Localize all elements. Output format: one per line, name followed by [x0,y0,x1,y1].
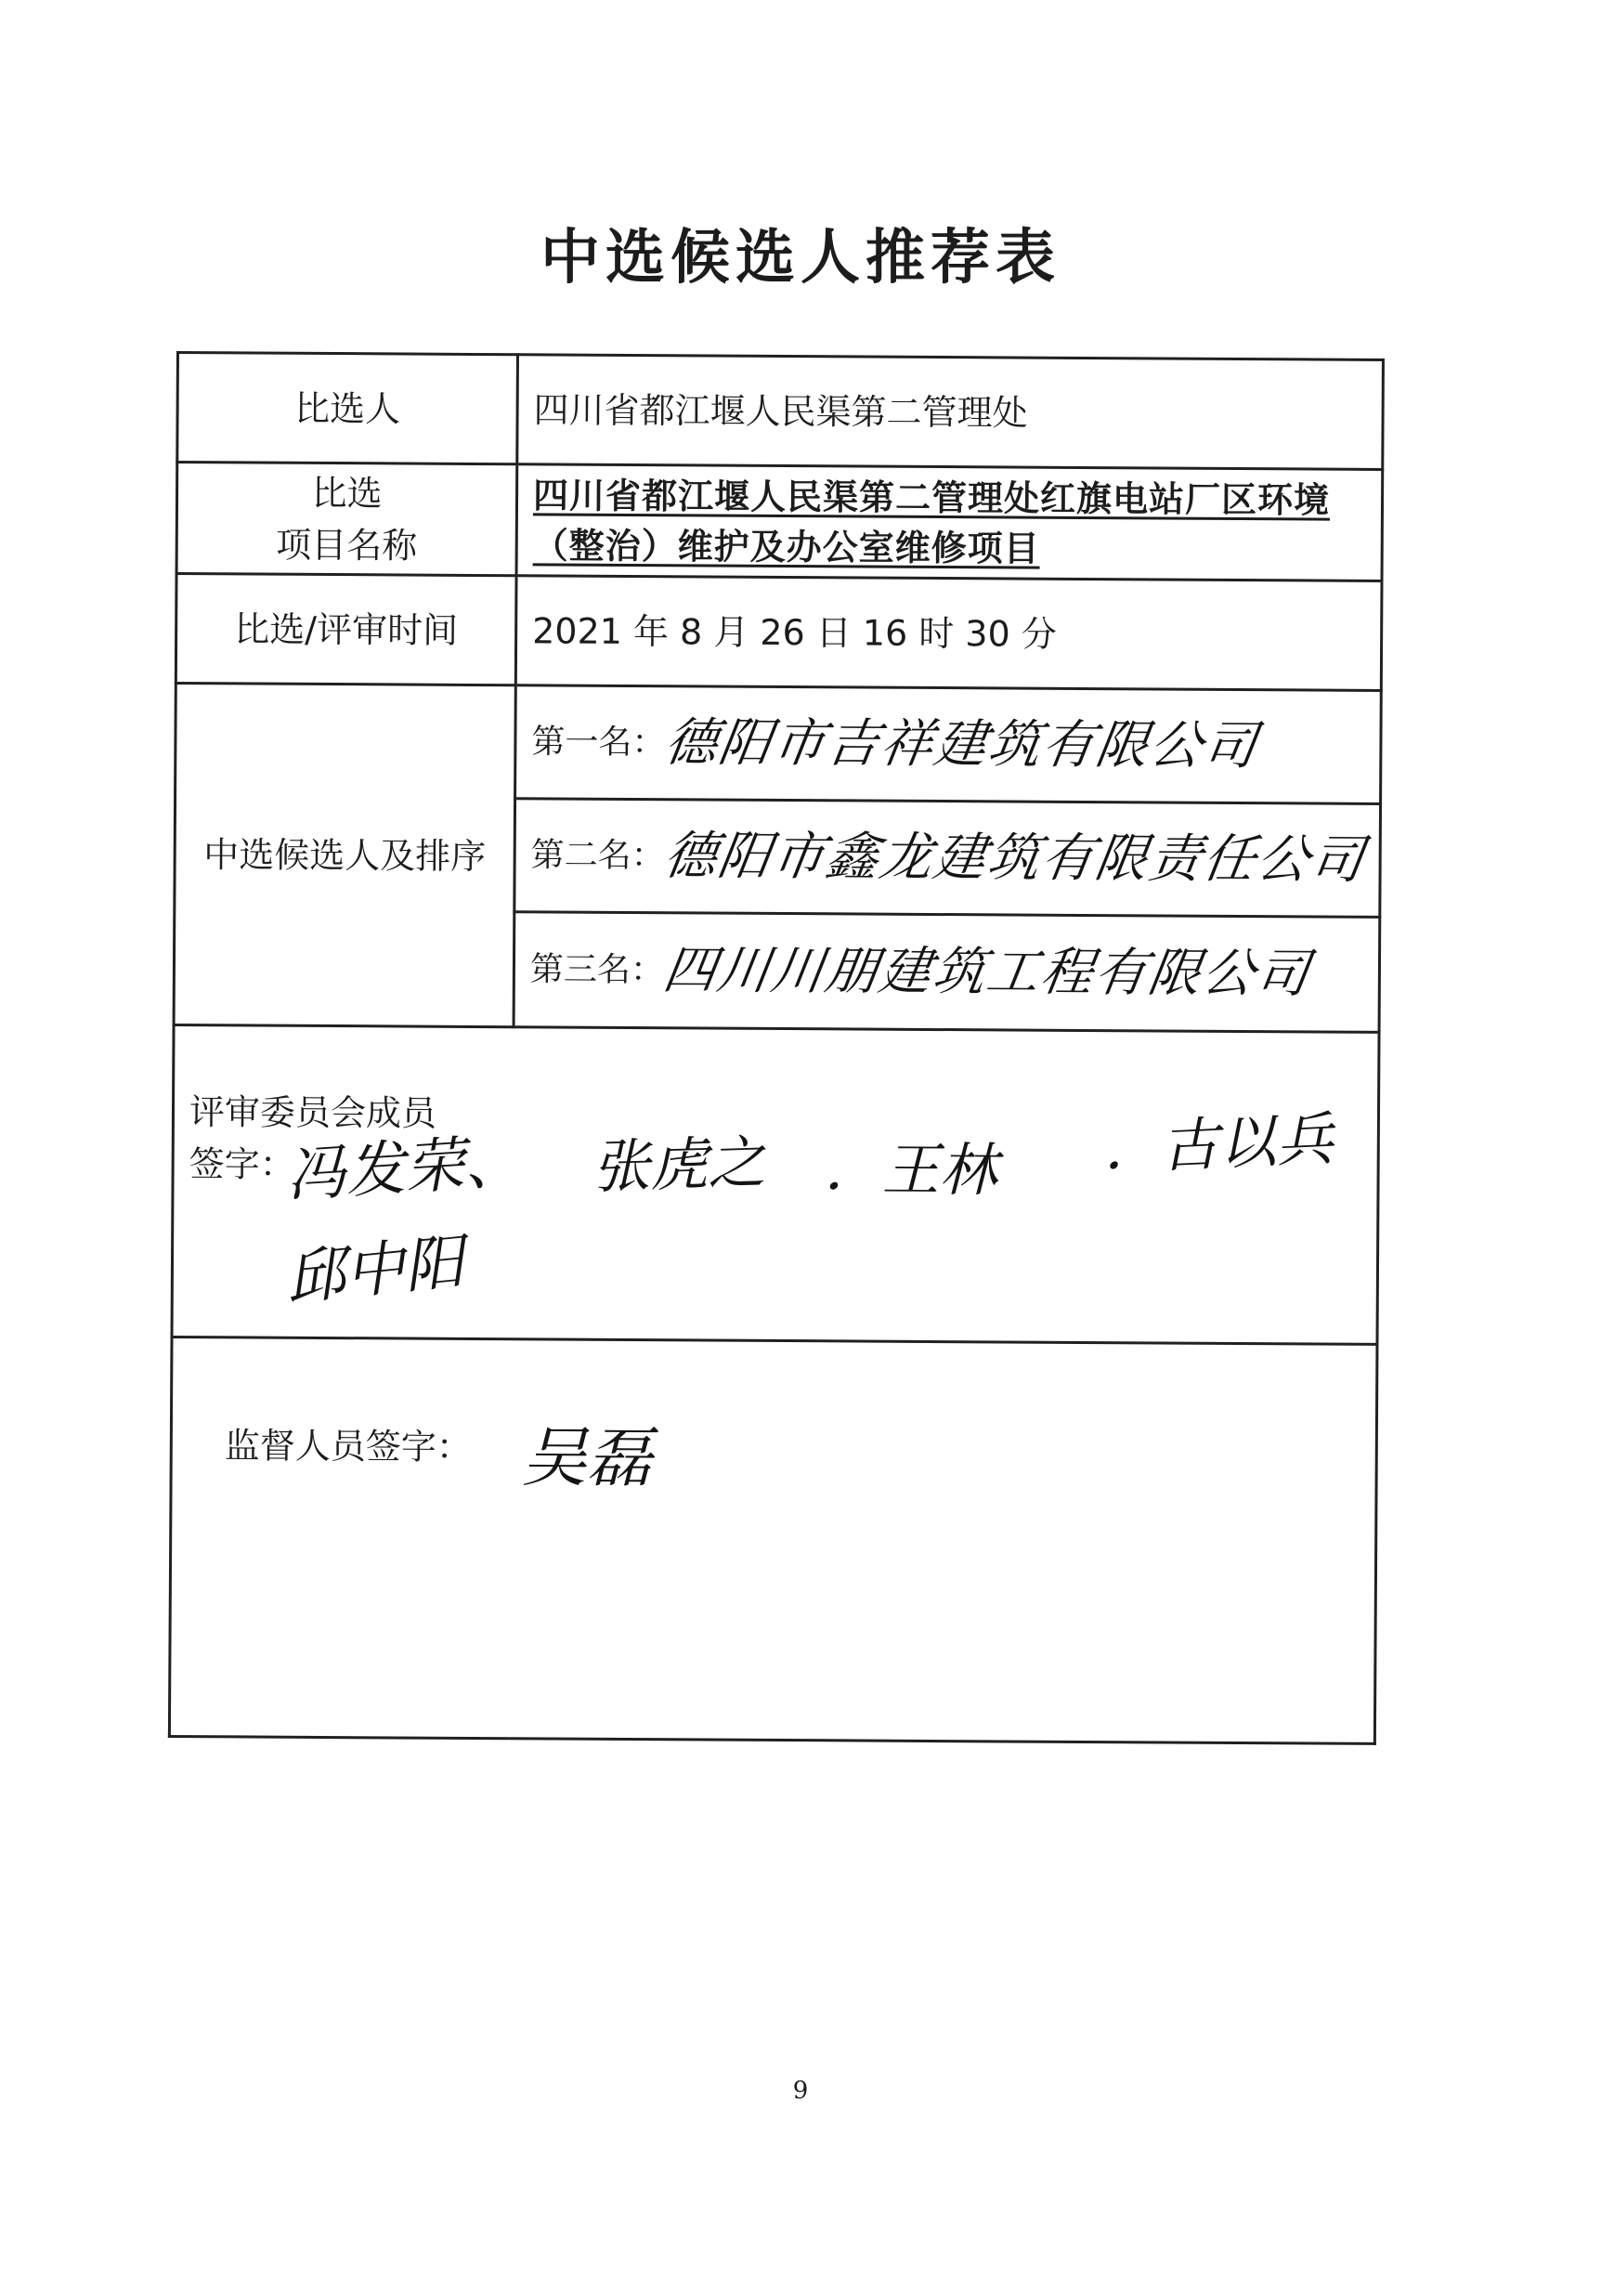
candidates-label: 中选候选人及排序 [174,684,515,1027]
committee-label-line1: 评审委员会成员 [189,1091,437,1134]
candidate-name-2: 德阳市鑫龙建筑有限责任公司 [660,825,1370,891]
time-row [176,574,1382,691]
committee-signature-5: 邱中阳 [282,1228,467,1314]
rank-label-3: 第三名： [529,949,665,989]
rank-label-1: 第一名： [531,722,666,762]
purchaser-value: 四川省都江堰人民渠第二管理处 [517,355,1384,470]
committee-signature-3: ．王林 [824,1135,997,1205]
recommendation-form [168,351,1382,1745]
page-number: 9 [792,2077,809,2105]
committee-label-line2: 签字： [189,1143,295,1185]
committee-row [172,1024,1379,1344]
committee-signature-1: 冯发荣、 [283,1127,527,1211]
candidate-name-3: 四川川朋建筑工程有限公司 [659,939,1315,1004]
committee-signature-2: 张虎之 [591,1128,766,1201]
project-name-value: 四川省都江堰人民渠第二管理处红旗电站厂区环境（整治）维护及办公室维修项目 [532,474,1331,569]
project-label-line2: 项目名称 [276,524,418,567]
time-value: 2021 年 8 月 26 日 16 时 30 分 [515,576,1382,691]
time-label: 比选/评审时间 [176,574,516,685]
page-title: 中选候选人推荐表 [540,224,1061,293]
supervisor-signature: 吴磊 [521,1419,652,1497]
purchaser-row [177,353,1384,470]
supervisor-row [169,1337,1377,1743]
committee-signature-4: ．古以兵 [1101,1104,1335,1183]
purchaser-label: 比选人 [177,353,518,464]
supervisor-label: 监督人员签字： [224,1425,472,1468]
rank-label-2: 第二名： [530,835,665,875]
candidate-row-1 [176,684,1382,804]
candidate-name-1: 德阳市吉祥建筑有限公司 [660,711,1263,776]
project-label-line1: 比选 [311,472,383,514]
project-row [176,463,1383,581]
project-label [176,463,517,576]
